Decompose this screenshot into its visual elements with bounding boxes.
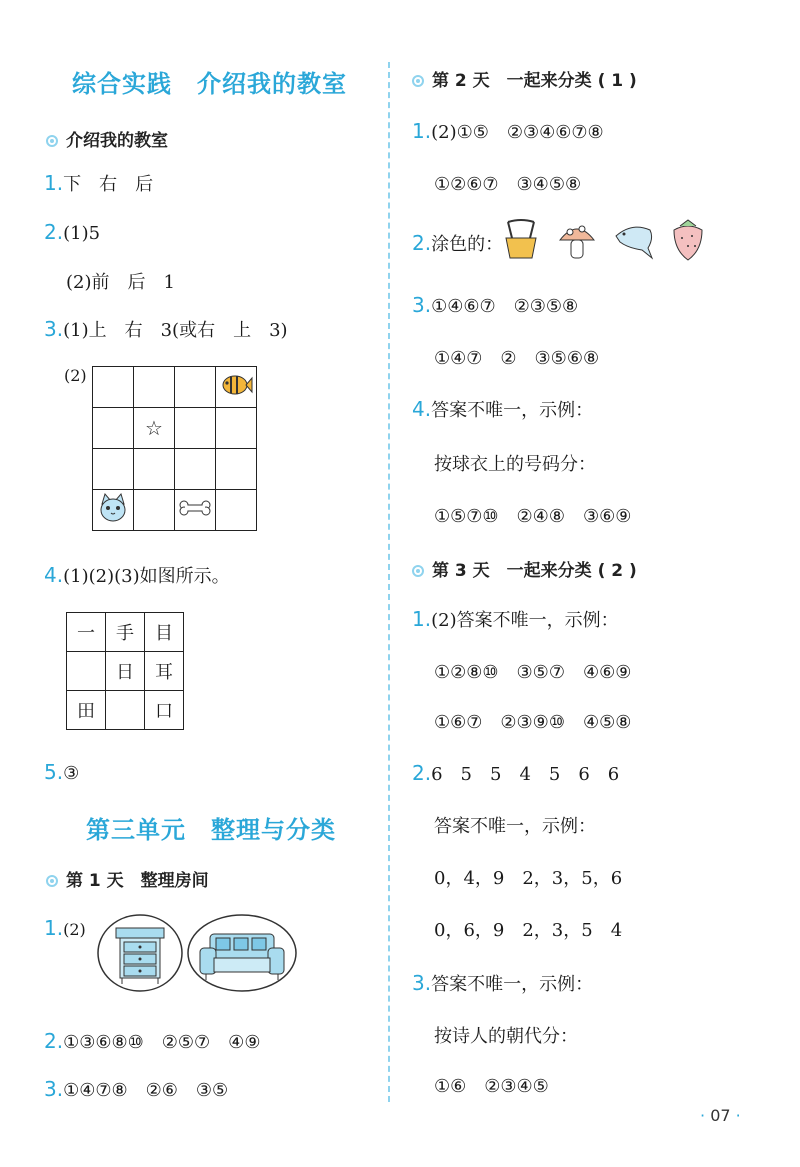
subheading-day1 [46,866,209,891]
unit-title: 第三单元 整理与分类 [86,816,336,844]
question-number: 5. [44,760,64,784]
answer-text: ③ [63,763,80,784]
grid-cell [134,449,175,490]
question-number: 3. [44,1077,64,1101]
column-divider [388,62,390,1102]
answer-3b-label: (2) [64,366,87,385]
answer-text: 涂色的： [431,234,504,255]
character-grid [66,612,184,730]
day3-answer-3b: 按诗人的朝代分： [434,1026,578,1047]
page-number: · 07 · [700,1106,741,1125]
subheading-day2 [412,66,637,91]
grid-cell [93,408,134,449]
day3-answer-1b: ①②⑧⑩ ③⑤⑦ ④⑥⑨ [434,662,632,683]
bullet-icon [412,565,424,577]
grid-cell [134,367,175,408]
grid-cell [216,490,257,531]
grid-cell [93,490,134,531]
question-number: 1. [44,171,64,195]
char-cell: 手 [106,613,145,652]
sofa-icon [186,912,298,994]
day3-answer-3 [412,970,593,996]
char-cell: 一 [67,613,106,652]
question-number: 3. [44,317,64,341]
answer-text: ①④⑥⑦ ②③⑤⑧ [431,296,579,317]
answer-1 [44,170,153,196]
star-icon: ☆ [134,408,175,449]
day3-answer-2b: 答案不唯一，示例： [434,816,596,837]
position-grid [92,366,257,531]
answer-5 [44,760,79,784]
grid-cell [175,490,216,531]
question-number: 2. [412,231,432,255]
question-number: 1. [44,916,64,940]
question-number: 1. [412,607,432,631]
day2-answer-1 [412,118,604,144]
day1-answer-3 [44,1076,228,1102]
answer-text: 答案不唯一，示例： [431,400,594,421]
subheading-text: 介绍我的教室 [66,131,168,151]
day1-answer-2 [44,1028,260,1054]
char-cell: 耳 [145,652,184,691]
question-number: 3. [412,293,432,317]
grid-cell [216,449,257,490]
char-cell: 口 [145,691,184,730]
bullet-icon [46,875,58,887]
day3-answer-3c: ①⑥ ②③④⑤ [434,1076,549,1097]
day2-answer-4 [412,396,593,422]
page-number-text: 07 [710,1106,731,1125]
cabinet-icon [96,912,184,994]
answer-text: (2)①⑤ ②③④⑥⑦⑧ [431,122,604,143]
answer-text: (1)5 [63,223,101,244]
answer-text: (1)(2)(3)如图所示。 [63,566,230,587]
answer-text: (2)答案不唯一，示例： [431,610,619,631]
cat-icon [97,492,129,524]
question-number: 2. [44,1029,64,1053]
answer-3 [44,316,288,342]
answer-2 [44,220,100,244]
day2-answer-1b: ①②⑥⑦ ③④⑤⑧ [434,174,582,195]
char-cell: 目 [145,613,184,652]
char-cell: 田 [67,691,106,730]
day3-answer-2d: 0，6，9 2，3，5 4 [434,920,623,941]
grid-cell [134,490,175,531]
grid-cell [93,449,134,490]
answer-4 [44,562,230,588]
answer-text: 下 右 后 [63,174,154,195]
subheading-text: 第 1 天 整理房间 [66,871,209,891]
grid-cell [175,449,216,490]
mushroom-icon [556,218,598,262]
question-number: 2. [44,220,64,244]
answer-2b: (2)前 后 1 [66,272,175,293]
subheading-classroom [46,126,168,151]
day2-answer-4b: 按球衣上的号码分： [434,454,596,475]
subheading-text: 第 3 天 一起来分类 ( 2 ) [432,561,637,581]
subheading-day3 [412,556,637,581]
bone-icon [178,500,212,516]
grid-cell [216,408,257,449]
question-number: 4. [44,563,64,587]
answer-text: ①④⑦⑧ ②⑥ ③⑤ [63,1080,229,1101]
char-cell: 日 [106,652,145,691]
subheading-text: 第 2 天 一起来分类 ( 1 ) [432,71,637,91]
char-cell [67,652,106,691]
day2-answer-4c: ①⑤⑦⑩ ②④⑧ ③⑥⑨ [434,506,632,527]
grid-cell [175,367,216,408]
binder-clip-icon [500,218,542,262]
grid-cell [175,408,216,449]
day3-answer-2c: 0，4，9 2，3，5，6 [434,868,623,889]
answer-text: 答案不唯一，示例： [431,974,594,995]
fish-icon [219,372,253,398]
answer-text: (1)上 右 3(或右 上 3) [63,320,288,341]
answer-text: 6 5 5 4 5 6 6 [431,764,620,785]
char-cell [106,691,145,730]
day3-answer-2 [412,760,619,786]
question-number: 3. [412,971,432,995]
day3-answer-1c: ①⑥⑦ ②③⑨⑩ ④⑤⑧ [434,712,632,733]
bullet-icon [412,75,424,87]
grid-cell [93,367,134,408]
day2-answer-2 [412,230,503,256]
question-number: 1. [412,119,432,143]
dolphin-icon [612,218,658,262]
answer-text: ①③⑥⑧⑩ ②⑤⑦ ④⑨ [63,1032,261,1053]
answer-text: (2) [63,920,86,939]
bullet-icon [46,135,58,147]
section-title: 综合实践 介绍我的教室 [72,70,347,98]
strawberry-icon [668,216,708,262]
day2-answer-3 [412,292,578,318]
day1-answer-1 [44,916,86,940]
question-number: 4. [412,397,432,421]
day2-answer-3b: ①④⑦ ② ③⑤⑥⑧ [434,348,600,369]
question-number: 2. [412,761,432,785]
grid-cell [216,367,257,408]
day3-answer-1 [412,606,619,632]
